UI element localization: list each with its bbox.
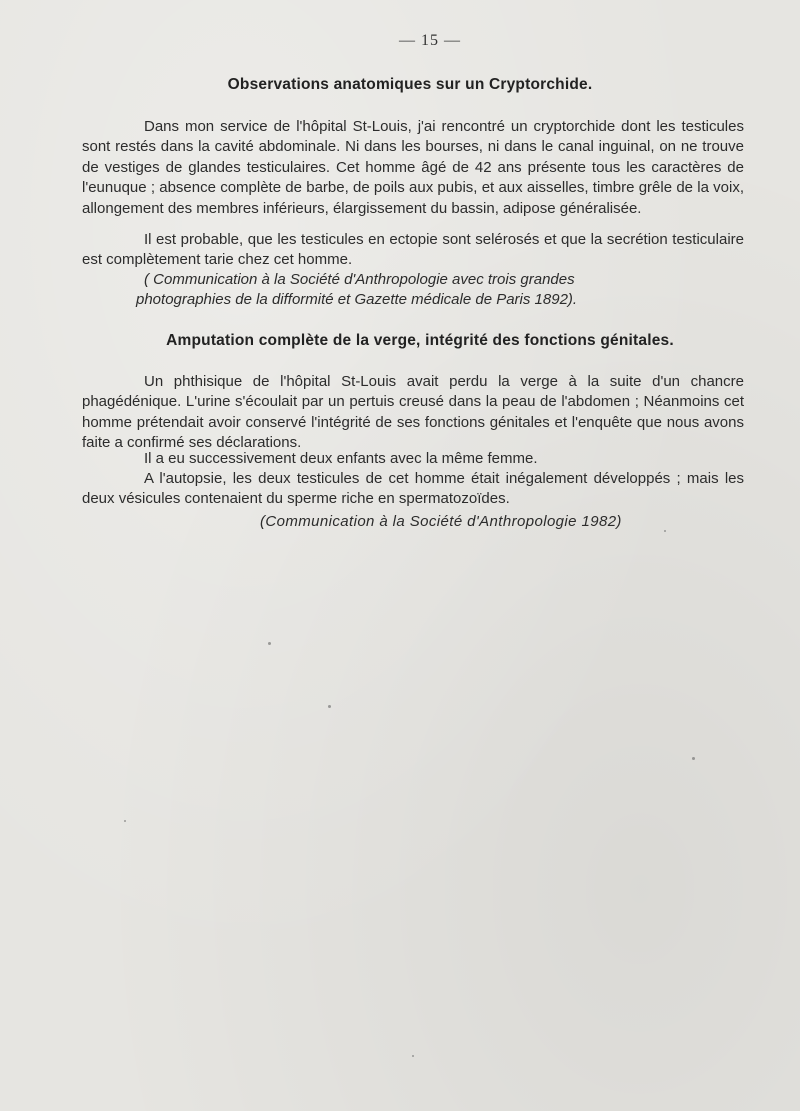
paragraph-amputation-children: Il a eu successivement deux enfants avec la même femme.: [144, 450, 538, 467]
paper-speck: [268, 642, 271, 645]
section-heading-amputation: Amputation complète de la verge, intégrité des fonctions génitales.: [166, 332, 674, 349]
citation-line-2: photographies de la difformité et Gazette médicale de Paris 1892).: [136, 291, 578, 309]
citation-cryptorchide: [136, 270, 704, 311]
paragraph-amputation-case: Un phthisique de l'hôpital St-Louis avait perdu la verge à la suite d'un chancre phagédénique. L'urine s'écoulait par un pertuis creusé dans la peau de l'abdomen ; Néanmoins cet homme prétendait avoir conservé l'intégrité de ses fonctions génitales et l'enquête que nous avons faite a confirmé ses déclarations.: [82, 373, 744, 452]
paper-speck: [124, 820, 126, 822]
paragraph-cryptorchide-observation: Dans mon service de l'hôpital St-Louis, j'ai rencontré un cryptorchide dont les testicules sont restés dans la cavité abdominale. Ni dans les bourses, ni dans le canal inguinal, on ne trouve de vestiges de glandes testiculaires. Cet homme âgé de 42 ans présente tous les caractères de l'eunuque ; absence complète de barbe, de poils aux pubis, et aux aisselles, timbre grêle de la voix, allongement des membres inférieurs, élargissement du bassin, adipose généralisée.: [82, 118, 744, 217]
section-heading-cryptorchide: Observations anatomiques sur un Cryptorchide.: [227, 76, 593, 93]
paragraph-cryptorchide-conclusion: Il est probable, que les testicules en ectopie sont selérosés et que la secrétion testiculaire est complètement tarie chez cet homme.: [82, 231, 744, 269]
paper-speck: [328, 705, 331, 708]
page-number: — 15 —: [399, 32, 461, 49]
paper-speck: [412, 1055, 414, 1057]
citation-line-1: ( Communication à la Société d'Anthropologie avec trois grandes: [144, 271, 575, 288]
citation-amputation: (Communication à la Société d'Anthropologie 1982): [260, 513, 622, 530]
paper-speck: [692, 757, 695, 760]
paper-speck: [664, 530, 666, 532]
paragraph-amputation-autopsy: A l'autopsie, les deux testicules de cet homme était inégalement développés ; mais les deux vésicules contenaient du sperme riche en spermatozoïdes.: [82, 470, 744, 508]
